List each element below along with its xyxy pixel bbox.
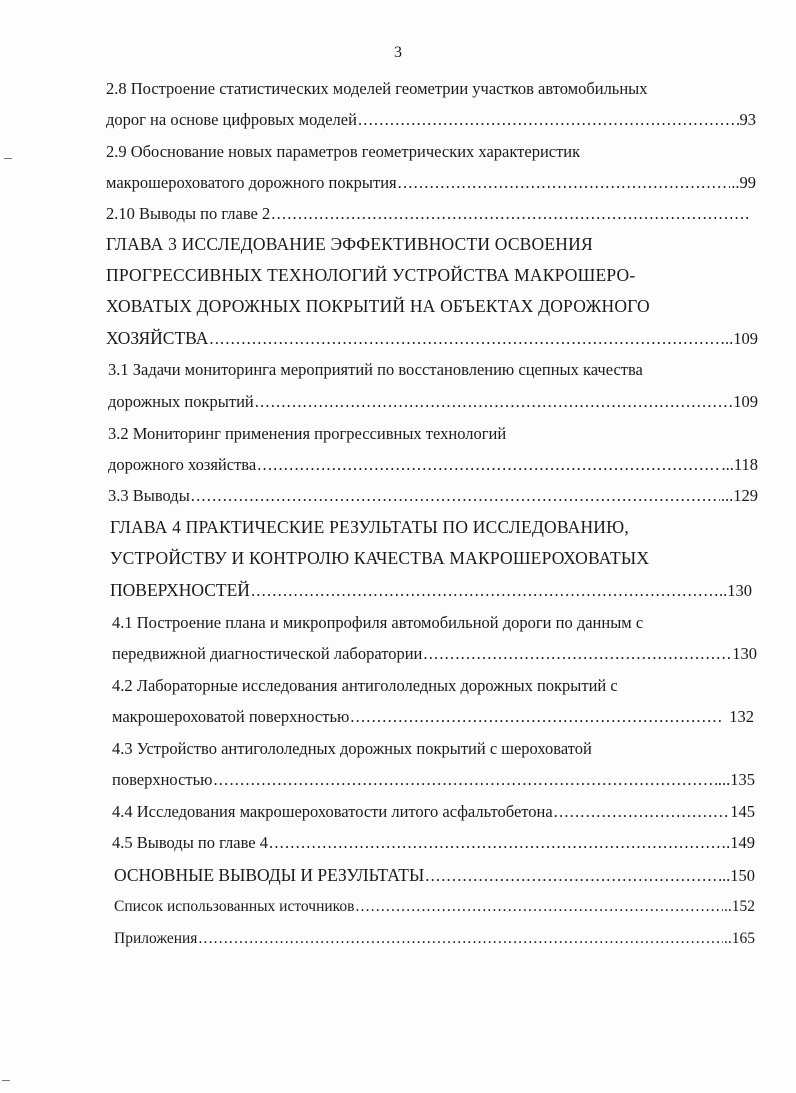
dot-leader xyxy=(358,109,739,131)
toc-references xyxy=(114,896,755,918)
toc-appendices xyxy=(114,928,755,950)
toc-entry-text: дорог на основе цифровых моделей xyxy=(106,110,357,129)
toc-entry-text: 2.8 Построение статистических моделей геометрии участков автомобильных xyxy=(106,79,648,98)
toc-page-number: ..99 xyxy=(731,173,756,192)
toc-entry-4-3-line2 xyxy=(112,769,755,791)
scan-margin-mark xyxy=(2,1080,10,1081)
toc-entry-2-8-line2 xyxy=(106,109,756,131)
toc-entry-text: 4.1 Построение плана и микропрофиля автомобильной дороги по данным с xyxy=(112,613,644,632)
dot-leader xyxy=(398,172,731,194)
dot-leader xyxy=(355,896,723,918)
toc-page-number: ..109 xyxy=(725,329,758,348)
dot-leader xyxy=(350,706,724,728)
toc-page-number: ...129 xyxy=(720,486,758,505)
toc-page-number: 145 xyxy=(730,802,755,821)
toc-chapter-4-line1 xyxy=(110,516,770,538)
dot-leader xyxy=(423,643,731,665)
toc-entry-text: передвижной диагностической лаборатории xyxy=(112,644,423,663)
toc-entry-text: Приложения xyxy=(114,930,198,947)
toc-entry-text: Список использованных источников xyxy=(114,898,355,915)
toc-entry-text: ОСНОВНЫЕ ВЫВОДЫ И РЕЗУЛЬТАТЫ xyxy=(114,865,425,885)
toc-entry-text: 3.3 Выводы xyxy=(108,486,190,505)
dot-leader xyxy=(209,328,724,350)
toc-entry-2-10 xyxy=(106,203,751,225)
toc-entry-4-1-line2 xyxy=(112,643,757,665)
dot-leader xyxy=(554,801,730,823)
toc-page-number: ..165 xyxy=(724,930,755,947)
dot-leader xyxy=(425,865,721,887)
toc-chapter-4-line2 xyxy=(110,547,770,569)
dot-leader xyxy=(271,203,750,225)
toc-entry-text: ХОЗЯЙСТВА xyxy=(106,328,209,348)
toc-page-number: ...118 xyxy=(721,455,758,474)
toc-entry-text: ПОВЕРХНОСТЕЙ xyxy=(110,580,250,600)
toc-entry-text: дорожных покрытий xyxy=(108,392,254,411)
toc-entry-2-9-line1 xyxy=(106,141,756,163)
toc-entry-text: поверхностью xyxy=(112,770,213,789)
toc-chapter-3-line2 xyxy=(106,264,766,286)
dot-leader xyxy=(198,928,723,950)
toc-entry-4-3-line1 xyxy=(112,738,762,760)
dot-leader xyxy=(255,391,733,413)
scan-margin-mark xyxy=(4,158,12,159)
page-number: 3 xyxy=(394,44,402,61)
toc-page-number: .149 xyxy=(726,833,755,852)
toc-entry-3-1-line1 xyxy=(108,359,758,381)
toc-page-number: 109 xyxy=(733,392,758,411)
toc-entry-4-5 xyxy=(112,832,755,854)
dot-leader xyxy=(257,454,720,476)
toc-entry-4-4 xyxy=(112,801,755,823)
toc-entry-text: 4.5 Выводы по главе 4 xyxy=(112,833,268,852)
dot-leader xyxy=(251,580,718,602)
toc-page-number: ..152 xyxy=(724,898,755,915)
toc-entry-text: дорожного хозяйства xyxy=(108,455,257,474)
toc-entry-text: ГЛАВА 4 ПРАКТИЧЕСКИЕ РЕЗУЛЬТАТЫ ПО ИССЛЕДОВАНИЮ, xyxy=(110,517,629,537)
toc-entry-text: 4.3 Устройство антигололедных дорожных покрытий с шероховатой xyxy=(112,739,592,758)
toc-entry-text: 2.9 Обоснование новых параметров геометрических характеристик xyxy=(106,142,581,161)
toc-entry-4-1-line1 xyxy=(112,612,762,634)
dot-leader xyxy=(269,832,725,854)
toc-entry-text: макрошероховатого дорожного покрытия xyxy=(106,173,397,192)
toc-entry-text: 3.1 Задачи мониторинга мероприятий по восстановлению сцепных качества xyxy=(108,360,643,379)
toc-main-conclusions xyxy=(114,864,755,887)
toc-entry-text: 3.2 Мониторинг применения прогрессивных технологий xyxy=(108,424,507,443)
toc-entry-text: 4.4 Исследования макрошероховатости литого асфальтобетона xyxy=(112,802,553,821)
toc-page-number: ..130 xyxy=(719,581,752,600)
toc-page-number: 130 xyxy=(732,644,757,663)
toc-entry-3-3 xyxy=(108,485,758,507)
toc-entry-text: 4.2 Лабораторные исследования антигололедных дорожных покрытий с xyxy=(112,676,618,695)
toc-entry-3-1-line2 xyxy=(108,391,758,413)
toc-entry-3-2-line1 xyxy=(108,423,758,445)
toc-entry-text: ХОВАТЫХ ДОРОЖНЫХ ПОКРЫТИЙ НА ОБЪЕКТАХ ДОРОЖНОГО xyxy=(106,296,650,316)
toc-entry-4-2-line1 xyxy=(112,675,762,697)
toc-entry-text: ПРОГРЕССИВНЫХ ТЕХНОЛОГИЙ УСТРОЙСТВА МАКРОШЕРО- xyxy=(106,265,636,285)
toc-page-number: ..150 xyxy=(722,866,755,885)
toc-chapter-3-line4 xyxy=(106,327,758,350)
toc-chapter-4-line3 xyxy=(110,579,752,602)
toc-entry-text: ГЛАВА 3 ИССЛЕДОВАНИЕ ЭФФЕКТИВНОСТИ ОСВОЕНИЯ xyxy=(106,234,593,254)
toc-entry-text: 2.10 Выводы по главе 2 xyxy=(106,204,271,223)
toc-page-number: 132 xyxy=(725,707,754,726)
toc-chapter-3-line3 xyxy=(106,295,766,317)
toc-entry-2-8-line1 xyxy=(106,78,756,100)
dot-leader xyxy=(213,769,716,791)
toc-entry-4-2-line2 xyxy=(112,706,754,728)
dot-leader xyxy=(191,485,720,507)
toc-entry-3-2-line2 xyxy=(108,454,758,476)
toc-entry-text: УСТРОЙСТВУ И КОНТРОЛЮ КАЧЕСТВА МАКРОШЕРОХОВАТЫХ xyxy=(110,548,650,568)
toc-page-number: 93 xyxy=(739,110,756,129)
toc-page-number: ...135 xyxy=(717,770,755,789)
toc-entry-text: макрошероховатой поверхностью xyxy=(112,707,350,726)
toc-chapter-3-line1 xyxy=(106,233,766,255)
toc-entry-2-9-line2 xyxy=(106,172,756,194)
